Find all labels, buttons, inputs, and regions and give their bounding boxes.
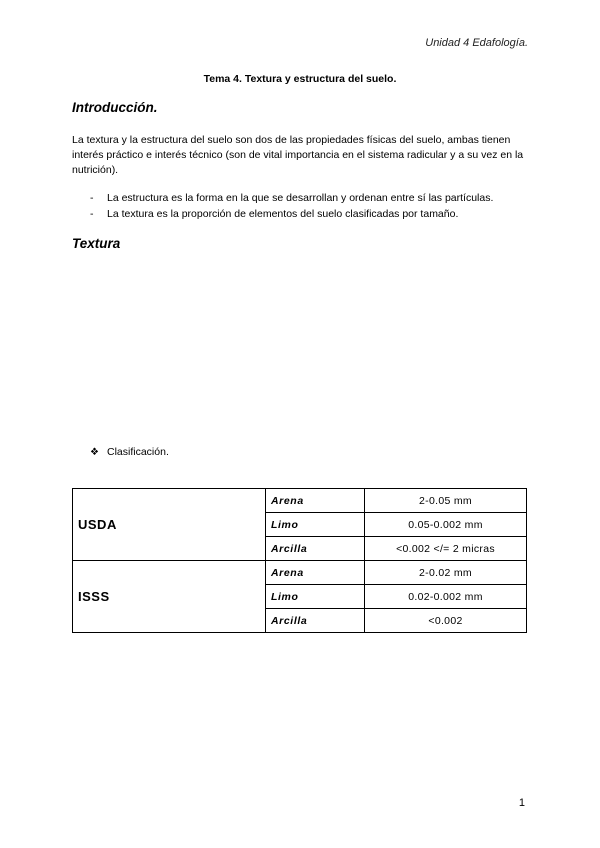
fraction-cell: Arena <box>266 489 365 513</box>
introduction-bullet-list <box>90 191 530 222</box>
clasificacion-label: Clasificación. <box>107 446 169 458</box>
dash-marker: - <box>90 207 94 220</box>
diamond-bullet-icon: ❖ <box>90 447 99 458</box>
clasificacion-item <box>90 446 169 458</box>
introduction-heading: Introducción. <box>72 100 158 115</box>
fraction-cell: Limo <box>266 513 365 537</box>
soil-classification-table <box>72 488 527 633</box>
page-number: 1 <box>518 797 525 809</box>
table-row <box>73 561 527 585</box>
range-cell: 2-0.02 mm <box>365 561 527 585</box>
range-cell: 0.05-0.002 mm <box>365 513 527 537</box>
document-title: Tema 4. Textura y estructura del suelo. <box>203 73 397 85</box>
bullet-text: La textura es la proporción de elementos del suelo clasificadas por tamaño. <box>107 207 459 220</box>
fraction-cell: Arcilla <box>266 609 365 633</box>
bullet-text: La estructura es la forma en la que se desarrollan y ordenan entre sí las partículas. <box>107 192 494 204</box>
introduction-paragraph: La textura y la estructura del suelo son dos de las propiedades físicas del suelo, ambas tienen interés práctico e interés técnico (son de vital importancia en el sistema radicular y a su vez en la nutrición). <box>72 134 524 176</box>
system-cell-isss: ISSS <box>73 561 266 633</box>
fraction-cell: Arcilla <box>266 537 365 561</box>
table-row <box>73 489 527 513</box>
fraction-cell: Arena <box>266 561 365 585</box>
textura-heading: Textura <box>72 236 121 251</box>
header-unit-label: Unidad 4 Edafología. <box>425 37 528 49</box>
system-cell-usda: USDA <box>73 489 266 561</box>
range-cell: <0.002 <box>365 609 527 633</box>
range-cell: 0.02-0.002 mm <box>365 585 527 609</box>
bullet-item-textura <box>90 207 530 223</box>
dash-marker: - <box>90 192 94 204</box>
fraction-cell: Limo <box>266 585 365 609</box>
range-cell: <0.002 </= 2 micras <box>365 537 527 561</box>
bullet-item-estructura <box>90 191 530 207</box>
range-cell: 2-0.05 mm <box>365 489 527 513</box>
